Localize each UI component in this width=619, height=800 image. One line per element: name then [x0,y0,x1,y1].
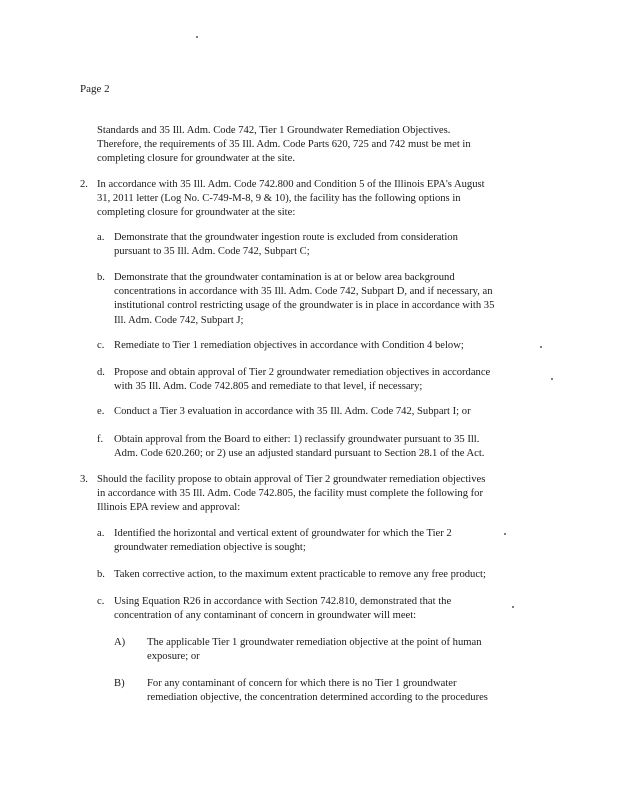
text-line: Using Equation R26 in accordance with Section 742.810, demonstrated that the [114,596,452,607]
item-3a-paragraph [114,527,534,555]
scan-speck [196,36,198,38]
text-line: Adm. Code 620.260; or 2) use an adjusted standard pursuant to Section 28.1 of the Act. [114,448,485,460]
item-2c-paragraph [114,339,534,353]
text-line: Taken corrective action, to the maximum extent practicable to remove any free product; [114,569,486,580]
item-2a-paragraph [114,231,534,259]
item-3c-paragraph [114,595,534,623]
text-line: groundwater remediation objective is sought; [114,542,306,554]
text-line: Therefore, the requirements of 35 Ill. Adm. Code Parts 620, 725 and 742 must be met in [97,139,471,151]
text-line: in accordance with 35 Ill. Adm. Code 742.805, the facility must complete the following for [97,488,483,500]
page-number: Page 2 [80,83,110,95]
text-line: completing closure for groundwater at the site: [97,207,296,219]
item-2f-paragraph [114,433,544,461]
item-3cB-label: B) [114,678,125,689]
text-line: 31, 2011 letter (Log No. C-749-M-8, 9 & 10), the facility has the following options in [97,193,461,205]
text-line: Should the facility propose to obtain approval of Tier 2 groundwater remediation objectives [97,474,486,485]
text-line: Illinois EPA review and approval: [97,502,241,514]
intro-paragraph [97,124,531,167]
item-3-number: 3. [80,474,88,485]
item-3-paragraph [97,473,542,516]
text-line: Conduct a Tier 3 evaluation in accordance with 35 Ill. Adm. Code 742, Subpart I; or [114,406,471,417]
text-line: In accordance with 35 Ill. Adm. Code 742.800 and Condition 5 of the Illinois EPA's August [97,179,485,190]
text-line: Ill. Adm. Code 742, Subpart J; [114,314,244,326]
item-2-paragraph [97,178,537,221]
scan-speck [540,346,542,348]
text-line: Standards and 35 Ill. Adm. Code 742, Tier 1 Groundwater Remediation Objectives. [97,125,451,136]
text-line: concentration of any contaminant of concern in groundwater will meet: [114,610,417,622]
text-line: completing closure for groundwater at the site. [97,153,295,165]
scan-speck [512,606,514,608]
item-3cB-paragraph [147,677,537,705]
scan-speck [551,378,553,380]
text-line: exposure; or [147,651,200,663]
item-2-number: 2. [80,179,88,190]
item-2d-letter: d. [97,367,105,378]
text-line: remediation objective, the concentration determined according to the procedures [147,692,488,704]
text-line: concentrations in accordance with 35 Ill. Adm. Code 742, Subpart D, and if necessary, an [114,286,493,298]
item-2f-letter: f. [97,434,104,445]
item-2b-paragraph [114,271,544,328]
text-line: Obtain approval from the Board to either: 1) reclassify groundwater pursuant to 35 Ill. [114,434,480,445]
text-line: Identified the horizontal and vertical extent of groundwater for which the Tier 2 [114,528,452,539]
item-3b-letter: b. [97,569,105,580]
item-2d-paragraph [114,366,544,394]
item-2e-paragraph [114,405,534,419]
item-3b-paragraph [114,568,544,582]
item-2e-letter: e. [97,406,105,417]
text-line: pursuant to 35 Ill. Adm. Code 742, Subpart C; [114,246,310,258]
item-3a-letter: a. [97,528,105,539]
text-line: institutional control restricting usage of the groundwater is in place in accordance with 35 [114,300,495,312]
text-line: For any contaminant of concern for which there is no Tier 1 groundwater [147,678,457,689]
scan-speck [504,533,506,535]
item-3cA-label: A) [114,637,126,648]
text-line: Remediate to Tier 1 remediation objectives in accordance with Condition 4 below; [114,340,464,351]
text-line: The applicable Tier 1 groundwater remediation objective at the point of human [147,637,482,648]
item-2c-letter: c. [97,340,105,351]
text-line: Demonstrate that the groundwater contamination is at or below area background [114,272,455,283]
item-3cA-paragraph [147,636,527,664]
item-3c-letter: c. [97,596,105,607]
text-line: Propose and obtain approval of Tier 2 groundwater remediation objectives in accordance [114,367,491,378]
text-line: Demonstrate that the groundwater ingestion route is excluded from consideration [114,232,458,243]
item-2b-letter: b. [97,272,105,283]
item-2a-letter: a. [97,232,105,243]
text-line: with 35 Ill. Adm. Code 742.805 and remediate to that level, if necessary; [114,381,423,393]
